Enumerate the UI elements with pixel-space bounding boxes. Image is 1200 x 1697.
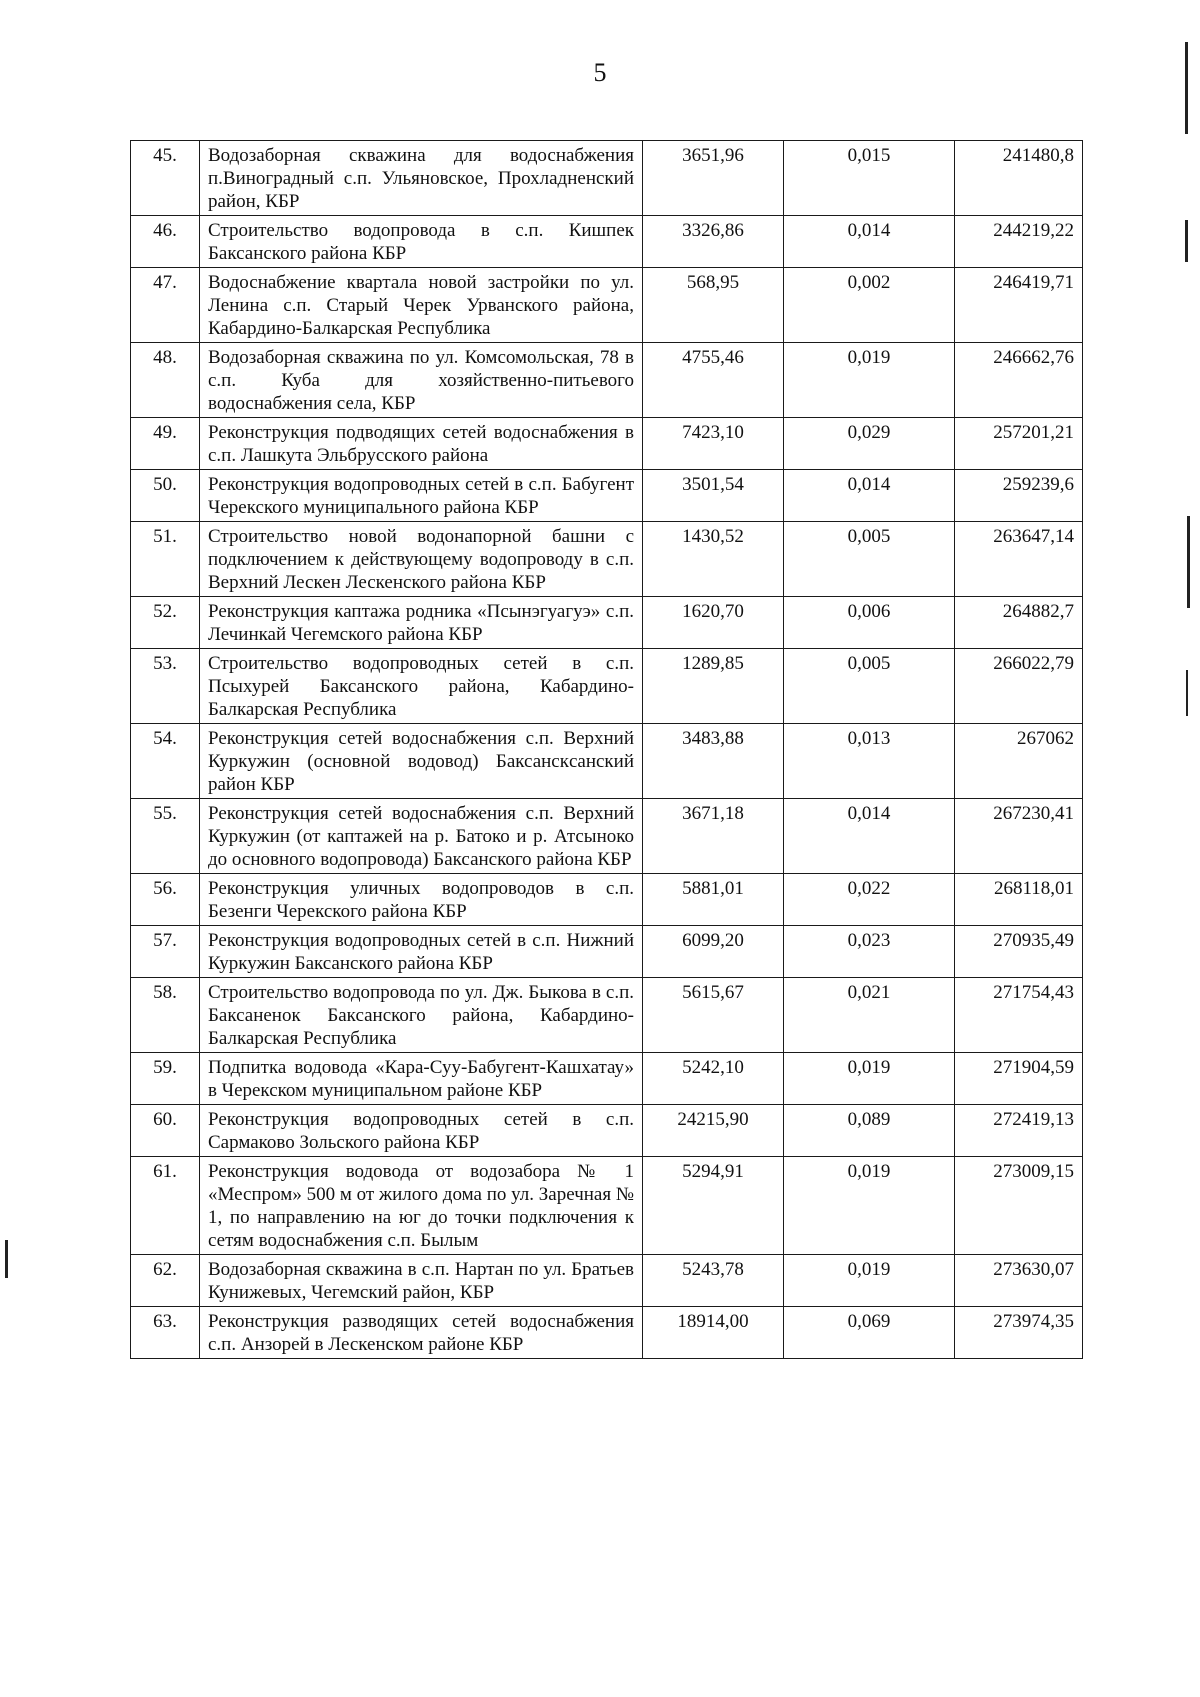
row-number: 61. xyxy=(131,1157,200,1255)
table-row xyxy=(131,874,1083,926)
value-cell: 6099,20 xyxy=(643,926,784,978)
row-number: 52. xyxy=(131,597,200,649)
coefficient-cell: 0,019 xyxy=(784,1053,955,1105)
row-number: 63. xyxy=(131,1307,200,1359)
scan-mark xyxy=(1187,516,1190,608)
object-name: Реконструкция водовода от водозабора № 1 «Меспром» 500 м от жилого дома по ул. Заречная № 1, по направлению на юг до точки подключения к сетям водоснабжения с.п. Былым xyxy=(200,1157,643,1255)
scan-mark xyxy=(1186,670,1188,716)
row-number: 53. xyxy=(131,649,200,724)
row-number: 47. xyxy=(131,268,200,343)
table-row xyxy=(131,1105,1083,1157)
table-row xyxy=(131,597,1083,649)
row-number: 45. xyxy=(131,141,200,216)
cumulative-cell: 273630,07 xyxy=(955,1255,1083,1307)
object-name: Реконструкция водопроводных сетей в с.п. Сармаково Зольского района КБР xyxy=(200,1105,643,1157)
value-cell: 24215,90 xyxy=(643,1105,784,1157)
table-row xyxy=(131,724,1083,799)
cumulative-cell: 259239,6 xyxy=(955,470,1083,522)
table-row xyxy=(131,926,1083,978)
object-name: Водозаборная скважина в с.п. Нартан по ул. Братьев Кунижевых, Чегемский район, КБР xyxy=(200,1255,643,1307)
table-row xyxy=(131,522,1083,597)
row-number: 50. xyxy=(131,470,200,522)
scan-mark xyxy=(1185,42,1188,134)
coefficient-cell: 0,014 xyxy=(784,216,955,268)
row-number: 59. xyxy=(131,1053,200,1105)
coefficient-cell: 0,021 xyxy=(784,978,955,1053)
object-name: Водозаборная скважина по ул. Комсомольская, 78 в с.п. Куба для хозяйственно-питьевого водоснабжения села, КБР xyxy=(200,343,643,418)
page-number: 5 xyxy=(593,58,607,87)
cumulative-cell: 266022,79 xyxy=(955,649,1083,724)
object-name: Реконструкция каптажа родника «Псынэгуагуэ» с.п. Лечинкай Чегемского района КБР xyxy=(200,597,643,649)
cumulative-cell: 246419,71 xyxy=(955,268,1083,343)
cumulative-cell: 264882,7 xyxy=(955,597,1083,649)
object-name: Строительство водопровода в с.п. Кишпек Баксанского района КБР xyxy=(200,216,643,268)
row-number: 58. xyxy=(131,978,200,1053)
scan-mark xyxy=(5,1240,8,1278)
cumulative-cell: 271904,59 xyxy=(955,1053,1083,1105)
row-number: 54. xyxy=(131,724,200,799)
object-name: Строительство водопроводных сетей в с.п. Псыхурей Баксанского района, Кабардино-Балкарская Республика xyxy=(200,649,643,724)
registry-table-body xyxy=(131,141,1083,1359)
cumulative-cell: 257201,21 xyxy=(955,418,1083,470)
coefficient-cell: 0,023 xyxy=(784,926,955,978)
object-name: Реконструкция подводящих сетей водоснабжения в с.п. Лашкута Эльбрусского района xyxy=(200,418,643,470)
table-row xyxy=(131,418,1083,470)
cumulative-cell: 272419,13 xyxy=(955,1105,1083,1157)
object-name: Водоснабжение квартала новой застройки по ул. Ленина с.п. Старый Черек Урванского района, Кабардино-Балкарская Республика xyxy=(200,268,643,343)
row-number: 56. xyxy=(131,874,200,926)
value-cell: 3671,18 xyxy=(643,799,784,874)
table-row xyxy=(131,1157,1083,1255)
cumulative-cell: 273009,15 xyxy=(955,1157,1083,1255)
object-name: Строительство водопровода по ул. Дж. Быкова в с.п. Баксаненок Баксанского района, Кабардино-Балкарская Республика xyxy=(200,978,643,1053)
row-number: 51. xyxy=(131,522,200,597)
coefficient-cell: 0,019 xyxy=(784,1255,955,1307)
value-cell: 3651,96 xyxy=(643,141,784,216)
object-name: Реконструкция разводящих сетей водоснабжения с.п. Анзорей в Лескенском районе КБР xyxy=(200,1307,643,1359)
object-name: Реконструкция сетей водоснабжения с.п. Верхний Куркужин (основной водовод) Баксанскcанский район КБР xyxy=(200,724,643,799)
scan-mark xyxy=(1185,220,1188,262)
object-name: Реконструкция уличных водопроводов в с.п. Безенги Черекского района КБР xyxy=(200,874,643,926)
value-cell: 568,95 xyxy=(643,268,784,343)
table-row xyxy=(131,1255,1083,1307)
row-number: 57. xyxy=(131,926,200,978)
coefficient-cell: 0,006 xyxy=(784,597,955,649)
coefficient-cell: 0,089 xyxy=(784,1105,955,1157)
value-cell: 5881,01 xyxy=(643,874,784,926)
coefficient-cell: 0,005 xyxy=(784,649,955,724)
value-cell: 5294,91 xyxy=(643,1157,784,1255)
coefficient-cell: 0,019 xyxy=(784,1157,955,1255)
cumulative-cell: 270935,49 xyxy=(955,926,1083,978)
cumulative-cell: 267062 xyxy=(955,724,1083,799)
table-row xyxy=(131,343,1083,418)
value-cell: 5615,67 xyxy=(643,978,784,1053)
object-name: Строительство новой водонапорной башни с подключением к действующему водопроводу в с.п. Верхний Лескен Лескенского района КБР xyxy=(200,522,643,597)
value-cell: 18914,00 xyxy=(643,1307,784,1359)
table-row xyxy=(131,1307,1083,1359)
table-row xyxy=(131,141,1083,216)
cumulative-cell: 246662,76 xyxy=(955,343,1083,418)
coefficient-cell: 0,002 xyxy=(784,268,955,343)
object-name: Водозаборная скважина для водоснабжения п.Виноградный с.п. Ульяновское, Прохладненский район, КБР xyxy=(200,141,643,216)
row-number: 46. xyxy=(131,216,200,268)
row-number: 62. xyxy=(131,1255,200,1307)
coefficient-cell: 0,069 xyxy=(784,1307,955,1359)
row-number: 55. xyxy=(131,799,200,874)
object-name: Реконструкция водопроводных сетей в с.п. Бабугент Черекского муниципального района КБР xyxy=(200,470,643,522)
table-row xyxy=(131,1053,1083,1105)
cumulative-cell: 241480,8 xyxy=(955,141,1083,216)
value-cell: 1289,85 xyxy=(643,649,784,724)
value-cell: 3483,88 xyxy=(643,724,784,799)
coefficient-cell: 0,022 xyxy=(784,874,955,926)
coefficient-cell: 0,014 xyxy=(784,799,955,874)
table-row xyxy=(131,470,1083,522)
cumulative-cell: 244219,22 xyxy=(955,216,1083,268)
row-number: 60. xyxy=(131,1105,200,1157)
value-cell: 1430,52 xyxy=(643,522,784,597)
coefficient-cell: 0,015 xyxy=(784,141,955,216)
object-name: Реконструкция сетей водоснабжения с.п. Верхний Куркужин (от каптажей на р. Батоко и р. Атсыноко до основного водопровода) Баксанского района КБР xyxy=(200,799,643,874)
cumulative-cell: 268118,01 xyxy=(955,874,1083,926)
object-name: Подпитка водовода «Кара-Суу-Бабугент-Кашхатау» в Черекском муниципальном районе КБР xyxy=(200,1053,643,1105)
cumulative-cell: 273974,35 xyxy=(955,1307,1083,1359)
table-row xyxy=(131,978,1083,1053)
value-cell: 4755,46 xyxy=(643,343,784,418)
coefficient-cell: 0,019 xyxy=(784,343,955,418)
coefficient-cell: 0,014 xyxy=(784,470,955,522)
cumulative-cell: 271754,43 xyxy=(955,978,1083,1053)
table-row xyxy=(131,799,1083,874)
value-cell: 3501,54 xyxy=(643,470,784,522)
coefficient-cell: 0,013 xyxy=(784,724,955,799)
table-row xyxy=(131,649,1083,724)
object-name: Реконструкция водопроводных сетей в с.п. Нижний Куркужин Баксанского района КБР xyxy=(200,926,643,978)
table-row xyxy=(131,268,1083,343)
coefficient-cell: 0,029 xyxy=(784,418,955,470)
value-cell: 5242,10 xyxy=(643,1053,784,1105)
registry-table xyxy=(130,140,1083,1359)
row-number: 49. xyxy=(131,418,200,470)
row-number: 48. xyxy=(131,343,200,418)
coefficient-cell: 0,005 xyxy=(784,522,955,597)
value-cell: 7423,10 xyxy=(643,418,784,470)
value-cell: 5243,78 xyxy=(643,1255,784,1307)
value-cell: 3326,86 xyxy=(643,216,784,268)
cumulative-cell: 263647,14 xyxy=(955,522,1083,597)
cumulative-cell: 267230,41 xyxy=(955,799,1083,874)
table-row xyxy=(131,216,1083,268)
value-cell: 1620,70 xyxy=(643,597,784,649)
